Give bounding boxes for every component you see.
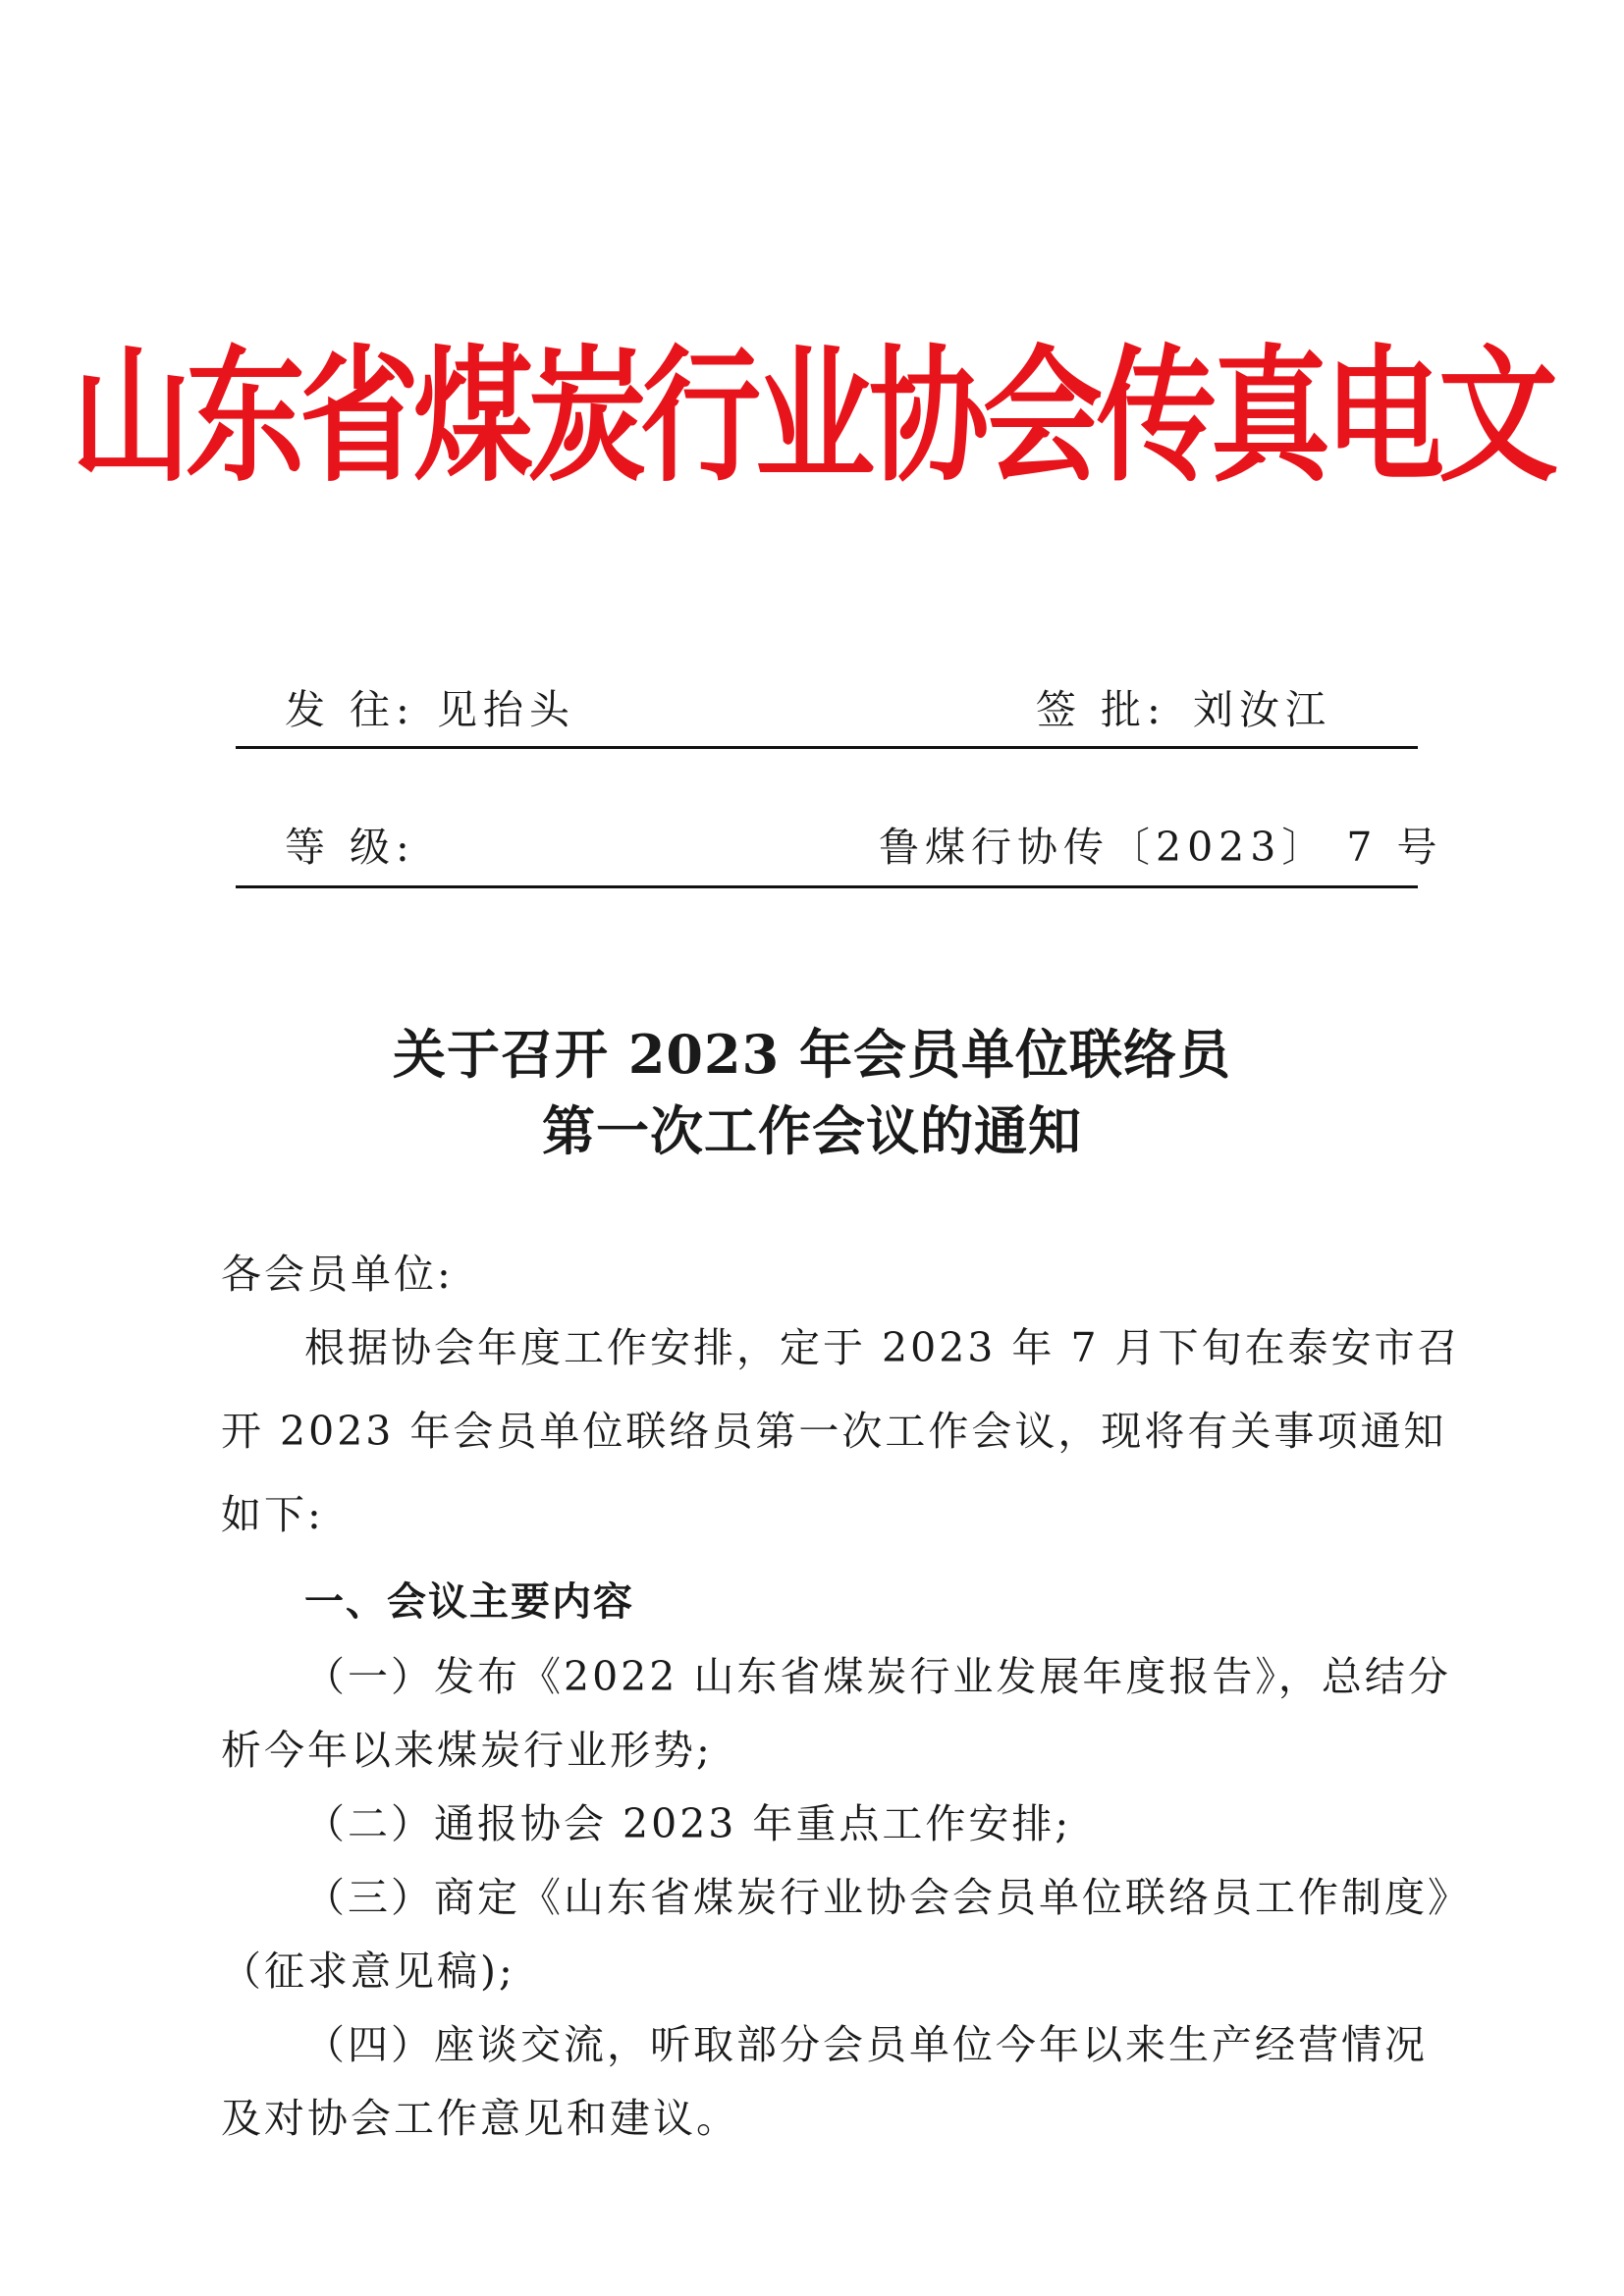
item-4-line-1: （四）座谈交流，听取部分会员单位今年以来生产经营情况 bbox=[304, 2021, 1428, 2068]
document-number: 鲁煤行协传〔2023〕 7 号 bbox=[879, 824, 1443, 871]
notice-title-line1: 关于召开 2023 年会员单位联络员 bbox=[393, 1023, 1231, 1086]
salutation: 各会员单位: bbox=[221, 1251, 454, 1298]
approve-value: 刘汝江 bbox=[1193, 686, 1331, 733]
approve-label: 签 批: bbox=[1036, 686, 1166, 733]
masthead-title: 山东省煤炭行业协会传真电文 bbox=[72, 329, 1552, 503]
header-divider-bottom bbox=[236, 885, 1418, 888]
item-2: （二）通报协会 2023 年重点工作安排; bbox=[304, 1800, 1072, 1847]
section-heading-1: 一、会议主要内容 bbox=[304, 1579, 634, 1625]
intro-line-1: 根据协会年度工作安排，定于 2023 年 7 月下旬在泰安市召 bbox=[304, 1324, 1461, 1371]
item-4-line-2: 及对协会工作意见和建议。 bbox=[221, 2095, 739, 2142]
item-1-line-2: 析今年以来煤炭行业形势; bbox=[221, 1727, 713, 1774]
item-1-line-1: （一）发布《2022 山东省煤炭行业发展年度报告》，总结分 bbox=[304, 1653, 1451, 1700]
item-3-line-1: （三）商定《山东省煤炭行业协会会员单位联络员工作制度》 bbox=[304, 1874, 1471, 1921]
notice-title-line2: 第一次工作会议的通知 bbox=[542, 1099, 1082, 1162]
header-divider-top bbox=[236, 746, 1418, 749]
send-to-value: 见抬头 bbox=[437, 686, 575, 733]
intro-line-2: 开 2023 年会员单位联络员第一次工作会议，现将有关事项通知 bbox=[221, 1408, 1447, 1455]
item-3-line-2: （征求意见稿); bbox=[221, 1948, 515, 1995]
grade-label: 等 级: bbox=[285, 824, 415, 871]
send-to-label: 发 往: bbox=[285, 686, 415, 733]
intro-line-3: 如下: bbox=[221, 1491, 324, 1538]
